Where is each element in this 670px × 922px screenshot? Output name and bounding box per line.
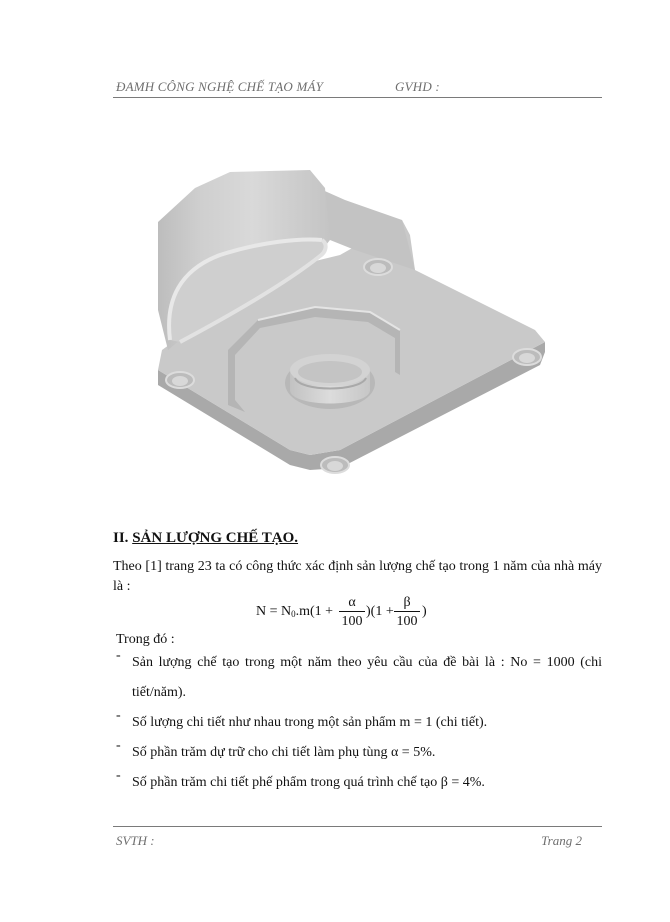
section-number: II.: [113, 530, 129, 546]
header-advisor-label: GVHD :: [395, 79, 440, 94]
page-number: Trang 2: [541, 833, 582, 848]
fraction-beta: β 100: [393, 594, 421, 631]
formula-end: ): [422, 604, 427, 619]
document-page: ĐAMH CÔNG NGHỆ CHẾ TẠO MÁY GVHD : II. SẢN LƯỢNG CHẾ TẠO. Theo [1] trang 23 ta có công thức xác định sản lượng chế tạo trong 1 năm của nhà máy là : $N = N_0.m(1$ + α 100 )(1 + β 100 ) Trong đó : - Sản lượng chế tạo trong một năm theo yêu cầu của đề bài là : No = 1000 (chi tiết/năm). - Số lượng chi tiết như nhau trong một sản phẩm m = 1 (chi tiết). - Số phần trăm dự trữ cho chi tiết làm phụ tùng α = 5%. - Số phần trăm chi tiết phế phẩm trong quá trình chế tạo β = 4%. SVTH : Trang 2: [0, 0, 670, 922]
formula-mid: )(1 +: [366, 604, 394, 619]
footer-student-label: SVTH :: [116, 833, 155, 848]
where-label: Trong đó :: [116, 632, 175, 647]
header-course-title: ĐAMH CÔNG NGHỆ CHẾ TẠO MÁY: [116, 79, 324, 94]
intro-paragraph: Theo [1] trang 23 ta có công thức xác định sản lượng chế tạo trong 1 năm của nhà máy là :: [113, 559, 602, 594]
section-heading: [113, 530, 298, 547]
page-header: [113, 79, 602, 98]
section-title-text: SẢN LƯỢNG CHẾ TẠO.: [132, 530, 299, 546]
fraction-alpha: α 100: [338, 594, 366, 631]
formula-lhs: $N = N_0.m(1$ +: [256, 604, 334, 619]
page-footer: [113, 826, 602, 849]
part-3d-render: [140, 160, 570, 490]
